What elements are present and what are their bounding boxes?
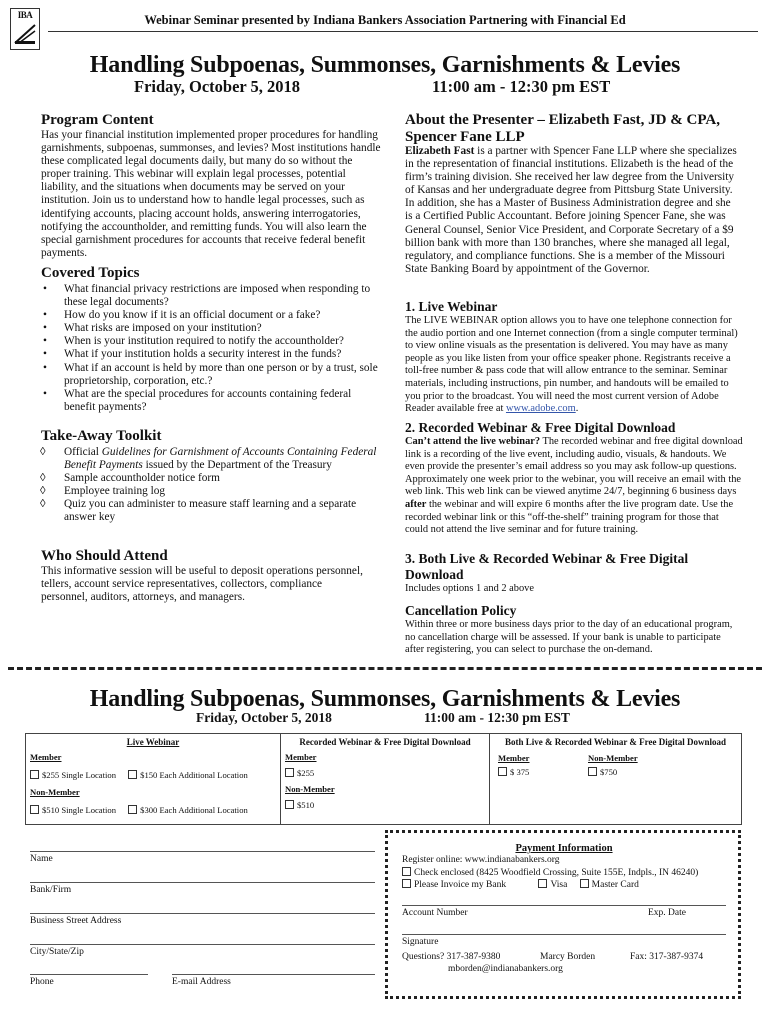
member-label: Member: [498, 753, 530, 763]
visa-checkbox[interactable]: [538, 879, 547, 888]
live-description: The LIVE WEBINAR option allows you to have one telephone connection for the audio portion and one Internet connection (from a single computer terminal) to view online visuals as the presentation is delivered. You may have as many people as you like listen from your office speaker phone. Registrants receive a toll-free number & pass code that will allow entrance to the seminar. Seminar materials, including instructions, pin number, and handouts will be emailed to you prior to the broadcast. You will need the most current version of Adobe Reader available free at: [405, 315, 738, 415]
option-label: $255 Single Location: [42, 770, 116, 780]
nonmember-label: Non-Member: [285, 784, 335, 794]
live-nonmember-options: [30, 805, 276, 815]
recorded-cell: [281, 734, 490, 825]
bank-field[interactable]: Bank/Firm: [30, 882, 375, 895]
nonmember-label: Non-Member: [588, 753, 638, 763]
recorded-text: [405, 436, 743, 537]
check-label: Check enclosed (8425 Woodfield Crossing, Suite 155E, Indpls., IN 46240): [414, 868, 699, 878]
live-nonmember-additional-checkbox[interactable]: [128, 805, 137, 814]
presenter-heading: About the Presenter – Elizabeth Fast, JD & CPA, Spencer Fane LLP: [405, 112, 720, 145]
both-cell: [490, 734, 742, 825]
toolkit-item-suffix: issued by the Department of the Treasury: [142, 459, 332, 472]
email-field[interactable]: E-mail Address: [172, 974, 375, 987]
live-webinar-header: Live Webinar: [126, 737, 180, 747]
form-date: Friday, October 5, 2018: [196, 710, 332, 725]
toolkit-item-prefix: Official: [64, 446, 102, 458]
questions-phone: Questions? 317-387-9380: [402, 952, 501, 962]
recorded-nonmember-option: [285, 800, 485, 810]
recorded-lead: Can’t attend the live webinar?: [405, 436, 541, 447]
register-online: Register online: www.indianabankers.org: [402, 855, 560, 865]
event-date: Friday, October 5, 2018: [134, 77, 301, 96]
both-nonmember-checkbox[interactable]: [588, 767, 597, 776]
form-title: Handling Subpoenas, Summonses, Garnishments & Levies: [89, 686, 681, 712]
contact-name: Marcy Borden: [540, 952, 596, 962]
payment-box: [385, 830, 741, 999]
list-item: ◊ Employee training log: [40, 485, 380, 498]
both-text: Includes options 1 and 2 above: [405, 583, 534, 594]
live-text: [405, 315, 743, 416]
page-title: Handling Subpoenas, Summonses, Garnishments & Levies: [89, 52, 681, 78]
form-time: 11:00 am - 12:30 pm EST: [424, 710, 570, 725]
street-field[interactable]: Business Street Address: [30, 913, 375, 926]
list-item: ◊ Quiz you can administer to measure staff learning and a separate answer key: [40, 498, 380, 524]
payment-heading: Payment Information: [515, 843, 613, 854]
presenter-name: Elizabeth Fast: [405, 145, 475, 157]
visa-label: Visa: [550, 880, 568, 890]
attend-heading: Who Should Attend: [41, 548, 168, 564]
both-labels: [494, 753, 737, 763]
exp-label: Exp. Date: [648, 908, 686, 918]
list-item: • How do you know if it is an official document or a fake?: [40, 309, 380, 322]
recorded-header: Recorded Webinar & Free Digital Download: [299, 737, 471, 747]
topics-list: [40, 283, 380, 414]
live-member-options: [30, 770, 276, 780]
phone-field[interactable]: Phone: [30, 974, 148, 987]
live-member-additional-checkbox[interactable]: [128, 770, 137, 779]
option-label: $510 Single Location: [42, 805, 116, 815]
recorded-text-part2: the webinar and will expire 6 months after the live program date. Use the recorded webinar link or this “off-the-shelf” training program for those that could not attend the live seminar and for future training.: [405, 498, 734, 536]
contact-email[interactable]: mborden@indianabankers.org: [448, 964, 563, 974]
live-end: .: [575, 403, 579, 415]
toolkit-heading: Take-Away Toolkit: [41, 428, 162, 444]
live-nonmember-single-checkbox[interactable]: [30, 805, 39, 814]
name-field[interactable]: Name: [30, 851, 375, 864]
invoice-checkbox[interactable]: [402, 879, 411, 888]
list-item: ◊ Sample accountholder notice form: [40, 472, 380, 485]
list-item: • What financial privacy restrictions are imposed when responding to these legal documents?: [40, 283, 380, 309]
header-rule: [48, 31, 758, 32]
live-heading: 1. Live Webinar: [405, 299, 498, 314]
option-label: $750: [600, 767, 618, 777]
recorded-nonmember-checkbox[interactable]: [285, 800, 294, 809]
both-options: [494, 767, 737, 777]
nonmember-label: Non-Member: [30, 787, 80, 797]
invoice-label: Please Invoice my Bank: [414, 880, 507, 890]
cancel-text: Within three or more business days prior to the day of an educational program, no cancellation charge will be assessed. If your bank is unable to participate after registering, you can select to purchase the on-demand.: [405, 619, 733, 656]
fax-number: Fax: 317-387-9374: [630, 952, 704, 962]
both-header: Both Live & Recorded Webinar & Free Digital Download: [505, 737, 726, 747]
list-item: • What risks are imposed on your institution?: [40, 322, 380, 335]
presenter-text: [405, 145, 740, 276]
questions-row: [402, 952, 726, 964]
option-label: $ 375: [510, 767, 530, 777]
presenter-bio: is a partner with Spencer Fane LLP where she specializes in the representation of financial institutions. Elizabeth is the head of the firm’s training division. She received her law degree from the University of Kansas and her undergraduate degree from Pittsburg State University. In addition, she has a Master of Business Administration degree and she is a Certified Public Accountant. Before joining Spencer Fane, she was General Counsel, Senior Vice President, and Corporate Secretary of a $9 billion bank with more than 130 branches, where she managed all legal, regulatory, and compliance functions. She is a member of the Missouri State Banking Board by appointment of the Governor.: [405, 145, 737, 275]
recorded-member-option: [285, 768, 485, 778]
option-label: $255: [297, 768, 315, 778]
option-label: $150 Each Additional Location: [140, 770, 248, 780]
cancel-heading: Cancellation Policy: [405, 603, 517, 618]
event-time: 11:00 am - 12:30 pm EST: [432, 77, 611, 96]
list-item: • What are the special procedures for accounts containing federal benefit payments?: [40, 388, 380, 414]
program-heading: Program Content: [41, 112, 154, 128]
account-field[interactable]: [402, 905, 726, 920]
list-item: • What if your institution holds a security interest in the funds?: [40, 348, 380, 361]
mastercard-checkbox[interactable]: [580, 879, 589, 888]
both-member-checkbox[interactable]: [498, 767, 507, 776]
live-member-single-checkbox[interactable]: [30, 770, 39, 779]
check-option: [402, 867, 726, 880]
option-label: $300 Each Additional Location: [140, 805, 248, 815]
live-webinar-cell: [26, 734, 281, 825]
account-label: Account Number: [402, 908, 468, 918]
city-field[interactable]: City/State/Zip: [30, 944, 375, 957]
list-item: [40, 446, 380, 472]
pricing-table: [25, 733, 742, 825]
option-label: $510: [297, 800, 315, 810]
toolkit-list: [40, 446, 380, 525]
cut-line: [8, 667, 762, 670]
member-label: Member: [285, 752, 317, 762]
logo-text: IBA: [17, 10, 33, 20]
attend-text: This informative session will be useful to deposit operations personnel, tellers, account service representatives, collectors, compliance personnel, auditors, attorneys, and managers.: [41, 565, 363, 604]
list-item: • When is your institution required to notify the accountholder?: [40, 335, 380, 348]
both-heading: 3. Both Live & Recorded Webinar & Free Digital Download: [405, 551, 689, 582]
program-text: Has your financial institution implemented proper procedures for handling garnishments, subpoenas, summonses, and levies? Most institutions handle these complicated legal documents daily, but many do so without the proper training. This webinar will explain legal processes, potential liability, and the situations when documents may be served on your institution. Join us to understand how to handle legal processes, such as identifying accounts, placing account holds, answering interrogatories, notifying the accountholder, and remitting funds. You will also learn the special garnishment procedures for accounts that receive federal benefit payments.: [41, 129, 381, 259]
check-checkbox[interactable]: [402, 867, 411, 876]
signature-field[interactable]: Signature: [402, 934, 726, 949]
mastercard-label: Master Card: [591, 880, 639, 890]
topics-heading: Covered Topics: [41, 265, 140, 281]
top-line: Webinar Seminar presented by Indiana Bankers Association Partnering with Financial Ed: [144, 13, 626, 27]
list-item: • What if an account is held by more than one person or by a trust, sole proprietorship, corporation, etc.?: [40, 362, 380, 388]
invoice-row: [402, 879, 726, 892]
recorded-text-part1: The recorded webinar and free digital download link is a recording of the live event, including audio, visuals, & handouts. We even provide the presenter’s email address so you may ask follow-up questions. Approximately one week prior to the webinar, you will receive an email with the web link. This web link can be viewed anytime 24/7, beginning 6 business days: [405, 436, 743, 498]
adobe-link[interactable]: www.adobe.com: [505, 403, 576, 415]
recorded-after: after: [405, 498, 427, 510]
recorded-heading: 2. Recorded Webinar & Free Digital Download: [405, 420, 676, 435]
member-label: Member: [30, 752, 62, 762]
recorded-member-checkbox[interactable]: [285, 768, 294, 777]
guidelines-title: Guidelines for Garnishment of Accounts Containing Federal Benefit Payments: [64, 446, 377, 472]
